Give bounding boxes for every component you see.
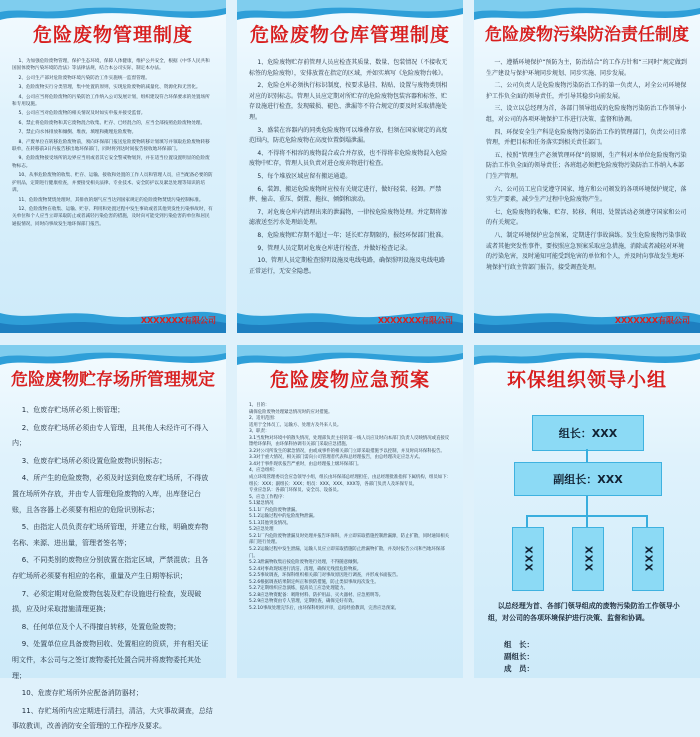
clause: 成立环境管理委员会应急领导小组，组长由环保部总经理担任，由总经理批准指挥下属机构，组员如下： <box>249 475 451 481</box>
clause: 12、危险废物在收集、运输、贮存、利用和处置过程中发生事故或者其他突发性污染事故时，有关单位和个人应当立即采取防止或者减轻污染危害的措施，及时向可能受到污染危害的单位和居民通报情况，同时向事故发生地环保部门报告。 <box>12 206 213 227</box>
clause: 1、为加强危险废物管理，保护生态环境，保障人体健康，维护公共安全，根据《中华人民共和国固体废物污染环境防治法》等法律法规，结合本公司实际，制定本办法。 <box>12 59 210 72</box>
clause: 组长：XXX；副组长：XXX；组员：XXX、XXX、XXX等，各部门负责人及环保专员。 <box>249 481 418 487</box>
role-deputy-label: 副组长： <box>504 652 534 661</box>
clause: 3.4对于事件现状报告严重时，由总经理报上级环保部门。 <box>249 461 362 467</box>
panel-title: 危险废物贮存场所管理规定 <box>11 370 215 390</box>
clause: 5.2.7定期组织应急演练，提高员工应急处理能力。 <box>249 586 348 592</box>
clause: 一、遵循环境保护“预防为主，防治结合”的工作方针和“三同时”规定做到生产建设与保护环境同步规划、同步实施、同步发展。 <box>486 59 687 77</box>
panel-warehouse-management <box>237 0 463 333</box>
panel-body <box>12 403 214 737</box>
clause: 5.2.9应急物资由专人管理，定期检查，确保完好有效。 <box>249 599 357 605</box>
company-name: XXXXXXX有限公司 <box>140 316 216 325</box>
clause: 1、危废存贮场所必须上锁管理； <box>21 406 125 414</box>
company-name: XXXXXXX有限公司 <box>614 316 690 325</box>
org-member-box: XXX <box>512 527 544 591</box>
panel-title: 危险废物应急预案 <box>269 369 430 391</box>
clause: 6、禁止将危险废物和其它废物混合收集、贮存、已经混合的，应当全部按照危险废物处理。 <box>18 120 206 126</box>
clause: 8、产废单位在转移危险废物前，须向环保部门报送危险废物转移计划填写并领取危险废物转移联单，在转移前3日内报告移出地环保部门，同时将到达时间报告接收地环保部门。 <box>12 139 210 153</box>
clause: 四、环保安全生产科是危险废物污染防治工作的管理部门，负责公司日常管理，并把目标和任务落实到相关责任部门。 <box>486 128 687 147</box>
role-member-label: 成 员： <box>504 664 534 673</box>
org-member-box: XXX <box>632 527 664 591</box>
clause: 5.1紧急情况 <box>249 501 274 507</box>
clause: 3.1当废物对环境中的散失情况，处理部负责主持的第一线人员应及时向本部门负责人反映情况或直接反馈给环保科，由环保科协调有关部门采取应急措施。 <box>249 435 450 448</box>
panel-org-leadership <box>474 345 700 678</box>
panel-storage-site-rules <box>0 345 226 731</box>
clause: 3、职责： <box>249 429 270 435</box>
clause: 4、公司应当将危险废物的污染防治工作纳入公司发展计划，组织建设符合环保要求的处置场所和专用设施。 <box>12 94 210 108</box>
clause: 5.2.2运输过程中发生泄漏，运输人员应立即采取措施防止泄漏物扩散，并及时报告公司和当地环保部门。 <box>249 547 445 559</box>
org-member-box: XXX <box>572 527 604 591</box>
clause: 五、按照“管理生产必须管理环保”的原则，生产科对本单位危险废物污染防治工作负全面的领导责任；各班组必须把危险废物污染防治工作纳入本部门生产管理。 <box>486 151 687 180</box>
clause: 5.2.5事故调查，环保科组织相关部门对事故原因进行调查，并形成书面报告。 <box>249 573 401 579</box>
clause: 5、由指定人员负责存贮场所管理，并建立台账，明确废弃物名称、来源、进出量，管理者签名等； <box>12 523 209 547</box>
clause: 5.1.3其他突发情况。 <box>249 520 291 526</box>
panel-body <box>12 58 214 230</box>
org-connector <box>526 515 528 527</box>
clause: 10、危废存贮场所外应配备消防器材； <box>21 689 143 698</box>
clause: 8、危险废物贮存期不超过一年；延长贮存期限的，报经环保部门批准。 <box>257 231 448 239</box>
clause: 9、处置单位应具备废物回收、处置相应的资质，并有相关证明文件，本公司与之签订废物委托处置合同并将废物委托其处理； <box>12 640 209 680</box>
org-deputy-box: 副组长：XXX <box>514 462 662 496</box>
clause: 3、危废存贮场所必须设置危险废物识别标志； <box>21 456 167 465</box>
company-name: XXXXXXX有限公司 <box>377 316 453 325</box>
clause: 5、每个堆放区域应留有搬运通道。 <box>257 172 352 180</box>
clause: 11、危险废物焚烧处理时，其排放的烟气应当达到国家规定的危险废物焚烧污染控制标准。 <box>18 197 204 203</box>
panel-pollution-responsibility <box>474 0 700 333</box>
clause: 2、公司生产部对危险废物环境污染防治工作实施统一监督管理。 <box>18 75 150 81</box>
panel-body <box>249 403 451 613</box>
org-description: 以总经理为首、各部门领导组成的废物污染防治工作领导小组，对公司的各项环境保护进行决策、监督和协调。 <box>488 602 680 622</box>
clause: 10、从事危险废物的收集、贮存、运输、接收和处置的工作人员和管理人员，应当配备必要的防护用品，定期进行健康检查，并要接受相关法律、专业技术、安全防护以及紧急处理等知识的培训。 <box>12 173 213 194</box>
panel-body <box>486 58 688 275</box>
clause: 5.2.6根据调查结果制定纠正和预防措施，防止类似事故再次发生。 <box>249 579 379 585</box>
clause: 6、不同类别的废物应分别放置在指定区域，严禁混放；且各存贮场所必须要有相应的名称，重量及产生日期等标识； <box>12 556 209 580</box>
clause: 七、危险废物的收集、贮存、转移、利用、处置活动必须遵守国家和公司的有关规定。 <box>486 208 687 227</box>
panel-title: 环保组织领导小组 <box>506 369 667 391</box>
clause: 2、适用范围： <box>249 416 279 422</box>
clause: 6、装卸、搬运危险废物时应按有关规定进行，做好轻装、轻卸。严禁摔、撞击、重压、倒置、拖拉、倾倒和滚动。 <box>249 185 442 204</box>
clause: 7、对危废仓库内清理出来的泄漏物，一律按危险废物处理。并定期将渗滤液送至污水处理站处理。 <box>249 208 448 227</box>
clause: 3.2对公司所发生的紧急情况，由或成事件的相关部门立即采取措施予以控制，并及时向环保科报告。 <box>249 448 445 454</box>
clause: 2、危废存贮场所必须由专人管理，且其他人未经许可不得入内； <box>12 423 209 448</box>
clause: 2、危险仓库必须执行标识制度，按要求悬挂、粘贴、设置与废物类别相对应的识别标志。管理人员应定期对所贮存的危险废物包装容器和标签、贮存设施进行检查，发现破损、褪色、泄漏等不符合规定的要及时采取措施处理。 <box>249 82 448 121</box>
clause: 5.2.4对事故现场进行清洁、清理，确保无残留危险物质。 <box>249 566 362 572</box>
clause: 10、管理人员定期检查照明设施及电线电路，确保照明设施及电线电路正常运行，无安全隐患。 <box>249 257 446 275</box>
clause: 9、管理人员定期对危废仓库进行检查，并做好检查记录。 <box>257 244 412 252</box>
panel-body <box>249 58 451 279</box>
panel-waste-management <box>0 0 226 333</box>
clause: 5、应急工作程序： <box>249 494 287 500</box>
clause: 5.2.1厂内危险废物泄漏及时处理并报告环保科，并立即采取措施控制泄漏源，防止扩散，同时通知相关部门进行处理。 <box>249 533 449 546</box>
clause: 9、危险废物接受场所的边界应当用或者其它安全警戒物划封，并在适当位置设置明显的危险废物标志。 <box>12 156 210 169</box>
clause: 11、存贮场所内应定期进行清扫，清洁，大灾事故调查，总结事故教训，改善消防安全管理的工作程序及要求。 <box>12 706 213 731</box>
clause: 4、应急组织： <box>249 468 279 474</box>
clause: 八、制定环境保护应急预案，定期进行事故演练。发生危险废物污染事故或者其他突发性事件，要按照应急预案采取应急措施，消除或者减轻对环境的污染危害，及时通知可能受到危害的单位和个人，并及时向事故发生地环境保护行政主管部门报告，接受调查处理。 <box>486 231 687 271</box>
panel-title: 危险废物污染防治责任制度 <box>485 25 689 45</box>
clause: 确保危险废物处理紧急情况时的应对措施。 <box>249 409 333 415</box>
org-connector <box>646 515 648 527</box>
clause: 3、危险废物实行分类管理，集中处置的原则，实现危险废物的减量化、资源化和无害化。 <box>18 85 201 91</box>
clause: 7、禁止向水体排放和倾倒、堆放、填埋和掩埋危险废物。 <box>18 130 137 136</box>
clause: 5.1.1厂内危险废物泄漏。 <box>249 507 300 513</box>
clause: 5.2.10事故处理完毕后，由环保科组织评审，总结经验教训，完善应急预案。 <box>249 605 400 611</box>
clause: 5.1.2运输过程中的危险废物泄漏。 <box>249 514 318 520</box>
clause: 二、公司负责人是危险废物污染防治工作的第一负责人，对全公司环境保护工作负全面的领导责任，并引导其稳步向前发展。 <box>486 82 687 100</box>
clause: 5.2.3泄漏物收集后按危险废物进行处理，不得随意倾倒。 <box>249 560 362 566</box>
clause: 三、设立以总经理为首，各部门领导组成的危险废物污染防治工作领导小组，对公司的各项环境保护工作进行决策、监督和协调。 <box>486 105 687 123</box>
clause: 5、公司应当对危险废物的相关情况及时如实申报并接受监督。 <box>18 111 146 117</box>
panel-title: 危险废物管理制度 <box>32 24 193 46</box>
org-leader-box: 组长：XXX <box>532 415 644 451</box>
role-leader-label: 组 长： <box>504 640 534 649</box>
clause: 1、目的： <box>249 403 270 408</box>
clause: 4、不得将不相容的废物混合或合并存放，也不得将非危险废物混入危险废物中贮存，管理人员负责对进仓废弃物进行检查。 <box>249 149 448 168</box>
clause: 5.2.8应急物资配备：吸附材料、防护用品、灭火器材、应急照明等。 <box>249 592 384 598</box>
clause: 专业应急队：各部门环保员、安全员、设备员。 <box>249 488 342 494</box>
clause: 3、盛装在容器内的同类危险废物可以堆叠存放，但须在国家规定的高度范围内，防范危险废物在高度位置倒塌泄漏。 <box>249 126 448 145</box>
clause: 1、危险废物贮存前管理人员应检查其质量、数量、包装情况（不接收无标签的危险废物），安排放置在指定的区域，并如实填写《危险废物台帐》。 <box>249 59 448 77</box>
org-connector <box>586 515 588 527</box>
panel-emergency-plan <box>237 345 463 678</box>
clause: 4、所产生的危险废物，必须及时送到危废存贮场所，不得放置在场所外存放，并由专人管理危险废物的入库，出库登记台账，且各容器上必须要有相应的危险识别标志； <box>12 474 209 514</box>
clause: 适用于全体员工、运输方、处理方及外来人员。 <box>249 422 342 428</box>
clause: 5.2应急处理 <box>249 527 274 533</box>
clause: 8、任何单位及个人不得擅自转移，处置危险废物； <box>21 622 181 631</box>
clause: 7、必须定期对危险废物包装及贮存设施进行检查，发现破损，应及时采取措施清理更换； <box>12 589 202 614</box>
clause: 3.3对于重大情况，相关部门需向公司管理者代表和总经理报告，由总经理决定应急方式。 <box>249 455 423 461</box>
panel-title: 危险废物仓库管理制度 <box>249 24 450 46</box>
clause: 六、公司员工应自觉遵守国家、地方和公司颁发的各项环境保护规定，落实生产要素，减少生产过程中危险废物产生。 <box>486 185 687 204</box>
